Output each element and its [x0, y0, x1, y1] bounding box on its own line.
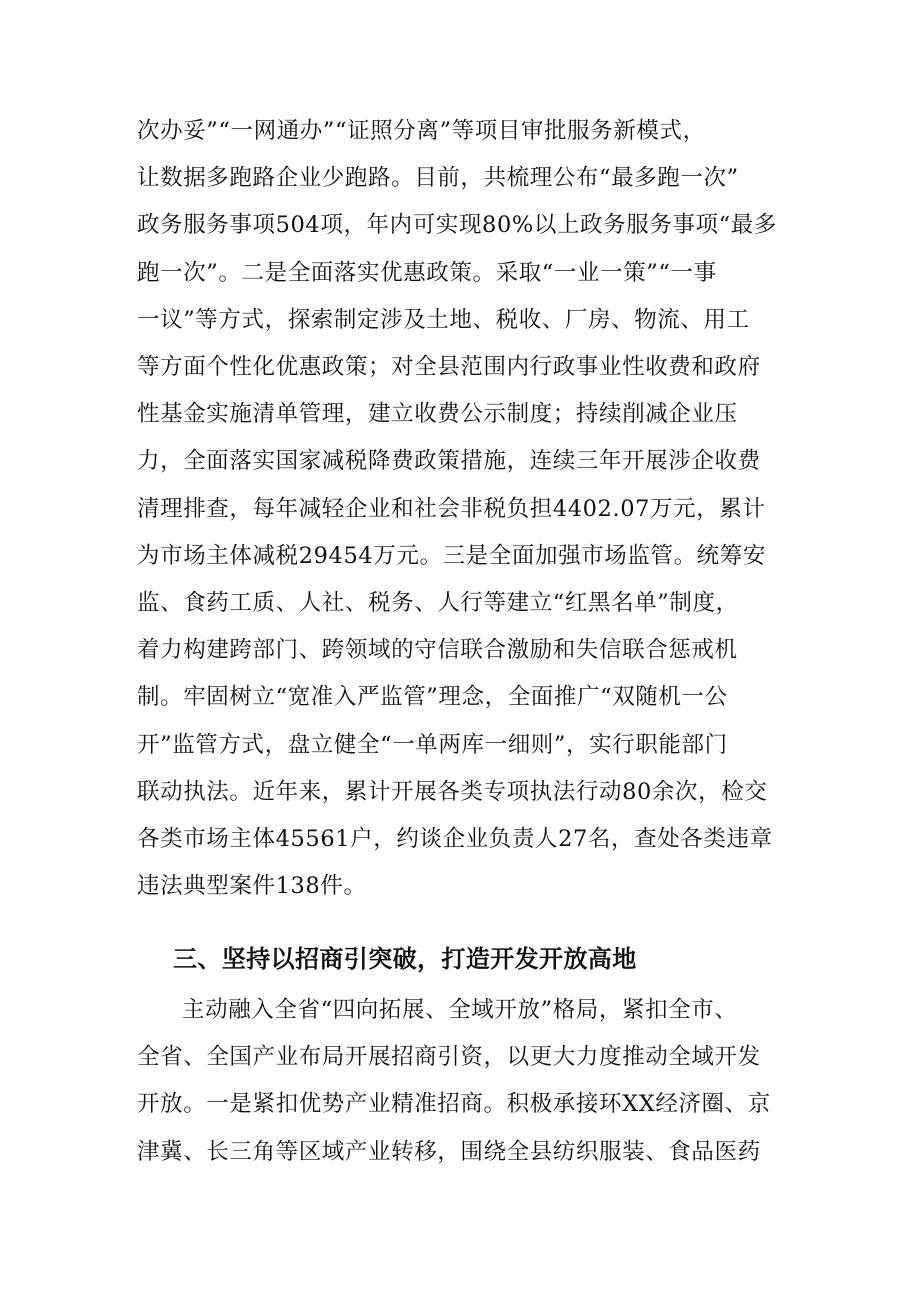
text-line: 等方面个性化优惠政策；对全县范围内行政事业性收费和政府: [137, 354, 761, 381]
text-line: 开”监管方式，盘立健全“一单两库一细则”，实行职能部门: [137, 731, 728, 758]
text-line: 着力构建跨部门、跨领域的守信联合激励和失信联合惩戒机: [137, 637, 738, 664]
text-line: 次办妥”“一网通办”“证照分离”等项目审批服务新模式，: [137, 118, 706, 144]
text-line: 力，全面落实国家减税降费政策措施，连续三年开展涉企收费: [137, 448, 761, 475]
text-line: 各类市场主体45561户，约谈企业负责人27名，查处各类违章: [137, 826, 773, 853]
text-line: 联动执法。近年来，累计开展各类专项执法行动80余次，检交: [137, 778, 768, 805]
text-line: 主动融入全省“四向拓展、全域开放”格局，紧扣全市、: [182, 997, 738, 1023]
text-line: 监、食药工质、人社、税务、人行等建立“红黑名单”制度，: [137, 590, 739, 617]
text-line: 政务服务事项504项，年内可实现80%以上政务服务事项“最多: [137, 212, 777, 239]
text-line: 津冀、长三角等区域产业转移，围绕全县纺织服装、食品医药: [137, 1138, 761, 1165]
text-line: 让数据多跑路企业少跑路。目前，共梳理公布“最多跑一次”: [137, 165, 739, 192]
text-line: 一议”等方式，探索制定涉及土地、税收、厂房、物流、用工: [137, 306, 750, 333]
text-line: 跑一次”。二是全面落实优惠政策。采取“一业一策”“一事: [137, 259, 717, 286]
text-line: 性基金实施清单管理，建立收费公示制度；持续削减企业压: [137, 401, 738, 428]
text-line: 开放。一是紧扣优势产业精准招商。积极承接环XX经济圈、京: [137, 1091, 771, 1118]
text-line: 制。牢固树立“宽准入严监管”理念，全面推广“双随机一公: [137, 684, 728, 711]
paragraph-2: [137, 987, 777, 1176]
section-heading: 三、坚持以招商引突破，打造开发开放高地: [173, 945, 637, 973]
text-line: 全省、全国产业布局开展招商引资，以更大力度推动全域开发: [137, 1044, 761, 1071]
text-line: 清理排查，每年减轻企业和社会非税负担4402.07万元，累计: [137, 495, 766, 522]
paragraph-1: [137, 108, 777, 910]
text-line: 为市场主体减税29454万元。三是全面加强市场监管。统筹安: [137, 542, 766, 569]
text-line: 违法典型案件138件。: [137, 873, 367, 900]
